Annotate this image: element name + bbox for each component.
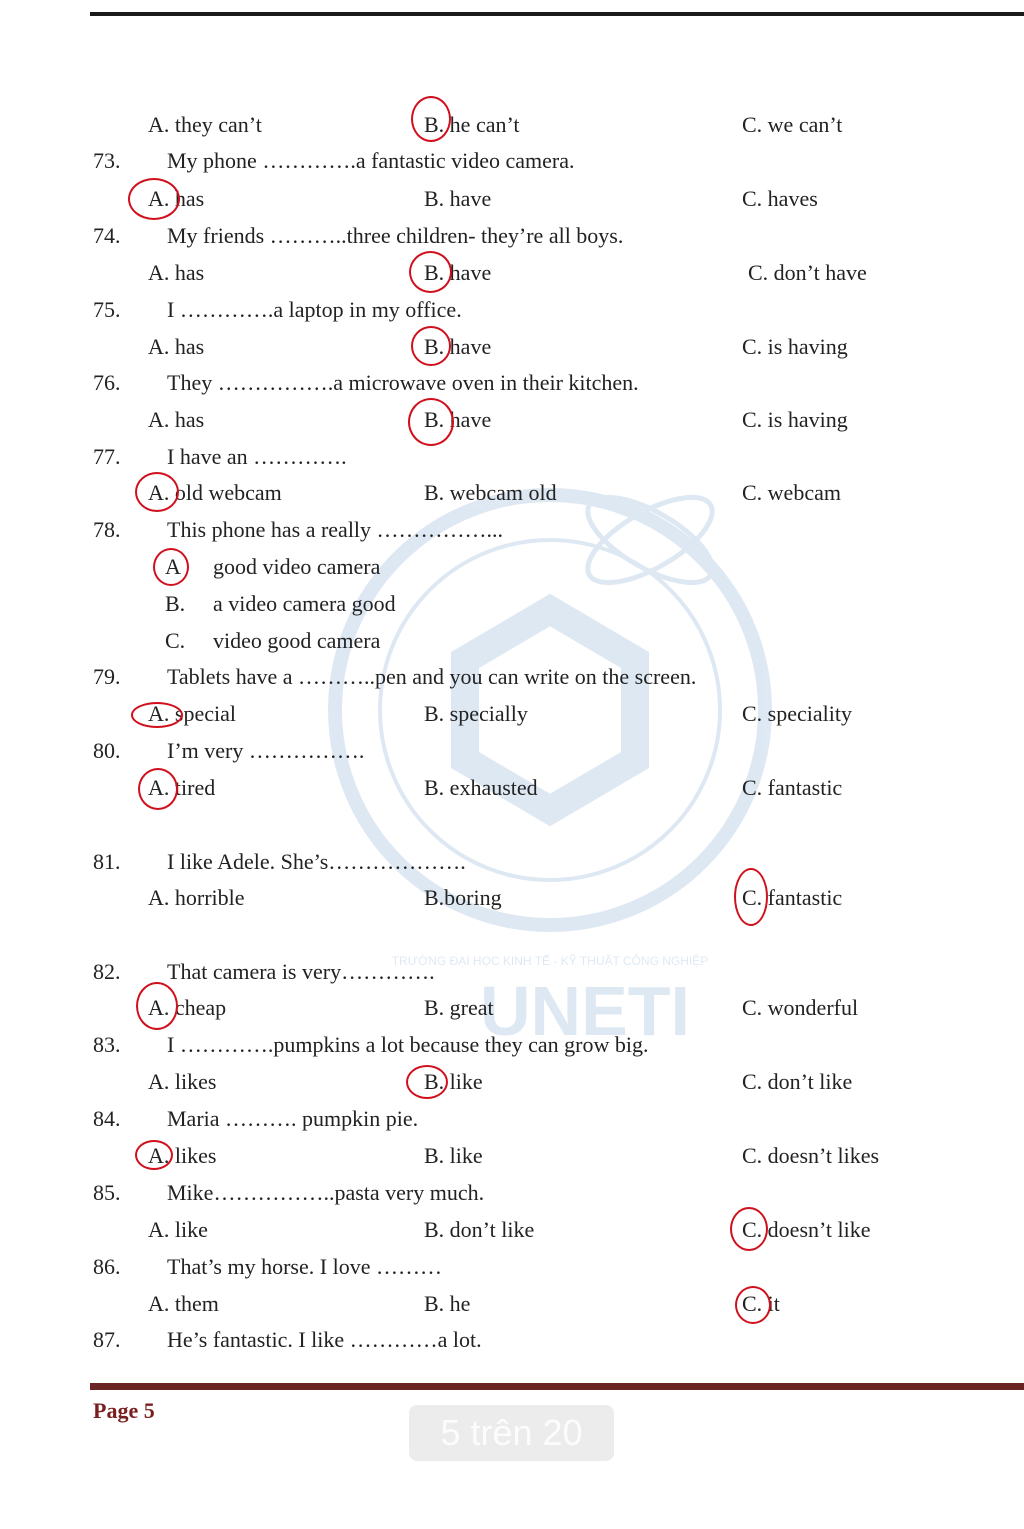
answer-option: C. is having <box>742 334 848 359</box>
question-text: I’m very ……………. <box>167 738 365 763</box>
answer-option: A. like <box>148 1217 208 1242</box>
question-number: 73. <box>93 148 121 173</box>
answer-mark-circle <box>730 1207 768 1251</box>
question-number: 83. <box>93 1032 121 1057</box>
answer-option: C. doesn’t like <box>742 1217 871 1242</box>
question-text: They …………….a microwave oven in their kitchen. <box>167 370 639 395</box>
answer-option: C. don’t have <box>748 260 867 285</box>
watermark-atom <box>575 481 724 599</box>
answer-option: C. it <box>742 1291 780 1316</box>
question-text: I have an …………. <box>167 444 347 469</box>
question-number: 82. <box>93 959 121 984</box>
answer-mark-circle <box>136 982 178 1030</box>
answer-option: A. cheap <box>148 995 227 1020</box>
answer-option: A. them <box>148 1291 219 1316</box>
top-rule <box>90 12 1024 16</box>
question-number: 86. <box>93 1254 121 1279</box>
page-number-label: Page 5 <box>93 1398 155 1423</box>
answer-mark-circle <box>138 768 178 810</box>
question-text: He’s fantastic. I like …………a lot. <box>167 1327 482 1352</box>
question-number: 78. <box>93 517 121 542</box>
answer-mark-circle <box>411 96 451 142</box>
question-text: I ………….pumpkins a lot because they can grow big. <box>167 1032 649 1057</box>
answer-option: B. exhausted <box>424 775 538 800</box>
answer-option: B. specially <box>424 701 528 726</box>
option-text: good video camera <box>213 554 381 579</box>
answer-option: A. old webcam <box>148 480 282 505</box>
question-number: 75. <box>93 297 121 322</box>
question-number: 84. <box>93 1106 121 1131</box>
answer-mark-circle <box>153 548 189 586</box>
answer-option: C. fantastic <box>742 775 843 800</box>
answer-option: B. great <box>424 995 494 1020</box>
question-number: 81. <box>93 849 121 874</box>
question-number: 79. <box>93 664 121 689</box>
answer-option: B. have <box>424 334 492 359</box>
question-text: Maria ………. pumpkin pie. <box>167 1106 419 1131</box>
page-indicator-overlay[interactable]: 5 trên 20 <box>409 1405 614 1461</box>
watermark-brand: UNETI <box>480 972 690 1050</box>
question-text: Mike……………..pasta very much. <box>167 1180 485 1205</box>
answer-option: C. webcam <box>742 480 841 505</box>
footer-rule <box>90 1383 1024 1390</box>
answer-option: B. like <box>424 1069 483 1094</box>
answer-option: C. wonderful <box>742 995 859 1020</box>
question-number: 74. <box>93 223 121 248</box>
question-text: I like Adele. She’s………………. <box>167 849 466 874</box>
answer-option: B.boring <box>424 885 502 910</box>
answer-option: A. has <box>148 334 205 359</box>
option-letter: A <box>165 554 181 579</box>
answer-option: C. we can’t <box>742 112 843 137</box>
answer-option: C. is having <box>742 407 848 432</box>
answer-option: A. they can’t <box>148 112 262 137</box>
option-letter: C. <box>165 628 186 653</box>
question-text: That’s my horse. I love ……… <box>167 1254 442 1279</box>
answer-option: B. have <box>424 186 492 211</box>
answer-option: A. has <box>148 186 205 211</box>
answer-option: B. have <box>424 407 492 432</box>
answer-mark-circle <box>411 326 451 366</box>
answer-option: B. webcam old <box>424 480 557 505</box>
question-number: 76. <box>93 370 121 395</box>
question-text: That camera is very…………. <box>167 959 435 984</box>
question-text: My friends ………..three children- they’re all boys. <box>167 223 624 248</box>
answer-option: C. speciality <box>742 701 852 726</box>
answer-option: B. he <box>424 1291 471 1316</box>
option-text: a video camera good <box>213 591 396 616</box>
answer-option: A. special <box>148 701 236 726</box>
option-letter: B. <box>165 591 186 616</box>
answer-option: A. tired <box>148 775 216 800</box>
answer-option: C. haves <box>742 186 818 211</box>
answer-option: B. he can’t <box>424 112 520 137</box>
question-text: My phone ………….a fantastic video camera. <box>167 148 575 173</box>
answer-mark-circle <box>406 1065 448 1099</box>
answer-mark-circle <box>135 1140 173 1170</box>
question-number: 77. <box>93 444 121 469</box>
answer-option: A. horrible <box>148 885 245 910</box>
question-text: Tablets have a ………..pen and you can write on the screen. <box>167 664 697 689</box>
answer-mark-circle <box>131 702 183 728</box>
answer-option: B. have <box>424 260 492 285</box>
question-text: I ………….a laptop in my office. <box>167 297 462 322</box>
answer-option: B. don’t like <box>424 1217 535 1242</box>
answer-option: C. don’t like <box>742 1069 853 1094</box>
answer-option: C. doesn’t likes <box>742 1143 880 1168</box>
question-number: 80. <box>93 738 121 763</box>
answer-option: A. likes <box>148 1069 217 1094</box>
answer-mark-circle <box>734 868 768 926</box>
answer-mark-circle <box>128 178 180 220</box>
answer-option: A. has <box>148 407 205 432</box>
option-text: video good camera <box>213 628 381 653</box>
answer-mark-circle <box>409 251 452 293</box>
answer-mark-circle <box>408 398 454 446</box>
answer-mark-circle <box>135 472 179 512</box>
answer-option: A. has <box>148 260 205 285</box>
watermark-arc-text: TRƯỜNG ĐẠI HỌC KINH TẾ - KỸ THUẬT CÔNG NGHIỆP <box>391 954 709 968</box>
question-text: This phone has a really ……………... <box>167 517 504 542</box>
answer-option: A. likes <box>148 1143 217 1168</box>
watermark-atom <box>575 481 724 599</box>
answer-option: B. like <box>424 1143 483 1168</box>
answer-mark-circle <box>735 1286 771 1324</box>
answer-option: C. fantastic <box>742 885 843 910</box>
question-number: 87. <box>93 1327 121 1352</box>
question-number: 85. <box>93 1180 121 1205</box>
